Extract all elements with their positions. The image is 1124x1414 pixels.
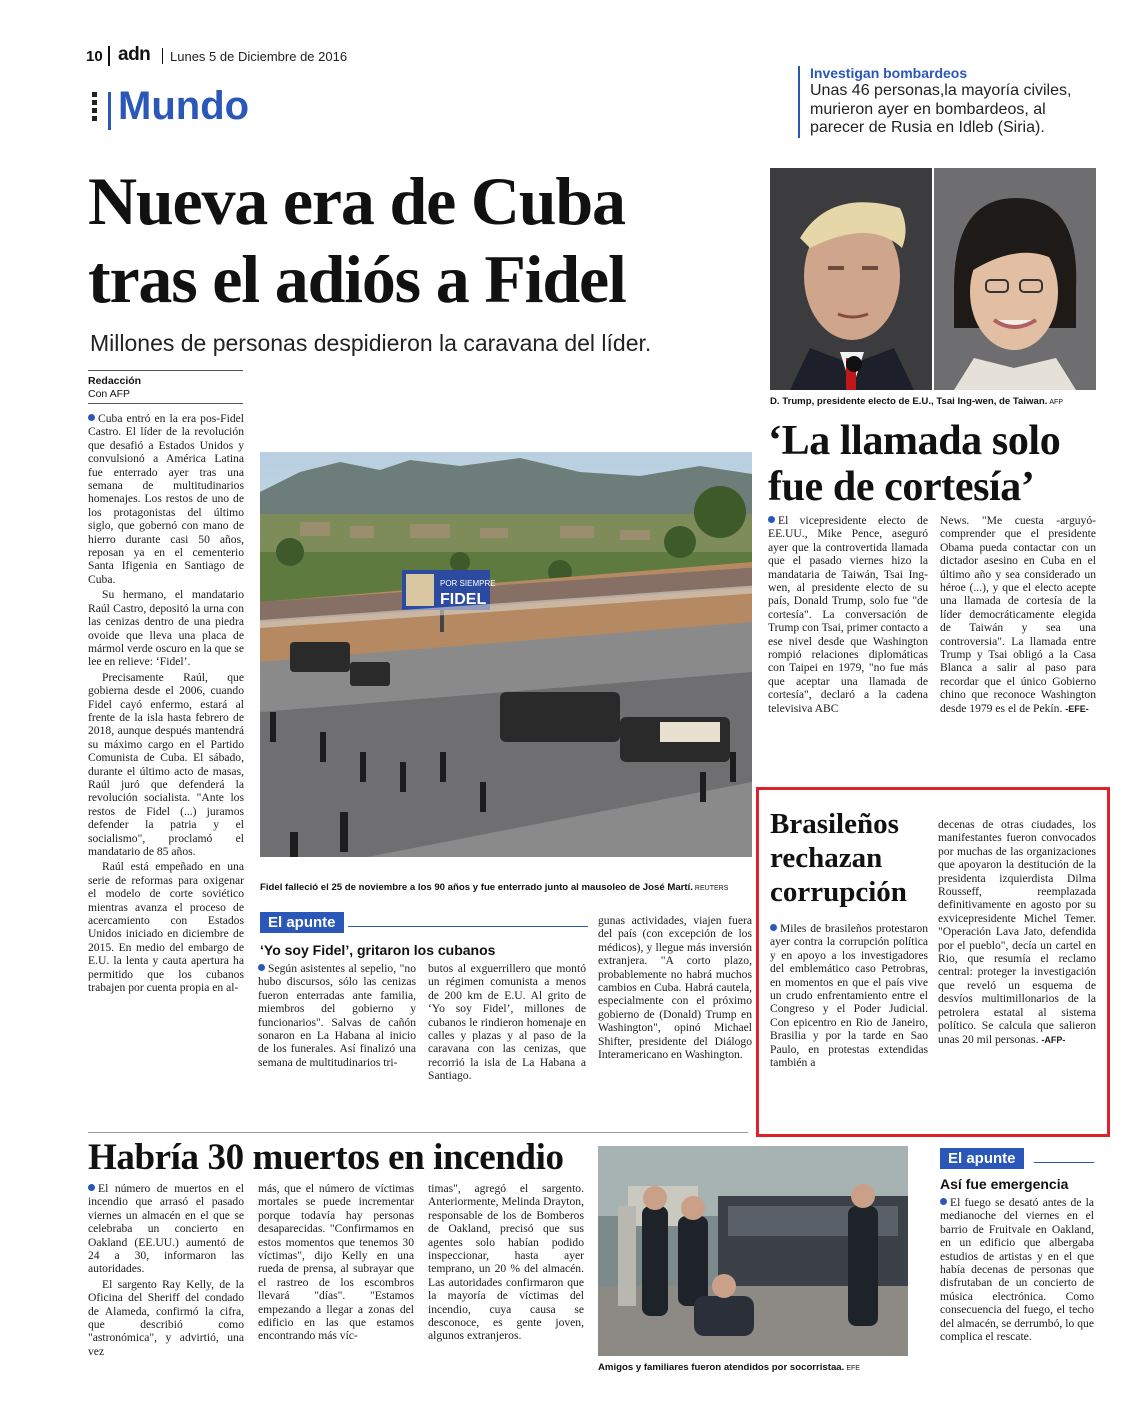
- apunte2-tag-wrap: [940, 1150, 1024, 1168]
- apunte2-title: Así fue emergencia: [940, 1176, 1069, 1192]
- apunte1-col2-text: butos al exguerrillero que montó un régimen comunista a menos de 200 km de E.U. Al grito de ‘Yo soy Fidel’, millones de cubanos le rindieron homenaje en calles y plazas y al paso de la caravana con las cenizas, que recorrió la isla de La Habana a Santiago.: [428, 962, 586, 1083]
- trump-headline-line1: ‘La llamada solo: [768, 418, 1061, 464]
- billboard-small-text: POR SIEMPRE: [440, 579, 496, 588]
- brazil-col1-text: Miles de brasileños protestaron ayer contra la corrupción política y en apoyo a los investigadores del emblemático caso Petrobras, en momentos en que el país vive un crudo enfrentamiento entre el Congreso y el Poder Judicial. Con epicentro en Rio de Janeiro, Brasilia y por la tarde en Sao Paulo, en protestas extendidas también a: [770, 922, 928, 1070]
- adn-logo: adn: [118, 44, 151, 65]
- main-subhead: Millones de personas despidieron la caravana del líder.: [90, 330, 652, 356]
- main-headline-line1: Nueva era de Cuba: [88, 163, 625, 239]
- main-paragraph-1: Cuba entró en la era pos-Fidel Castro. El líder de la revolución que desafió a Estados Unidos y convulsionó a América Latina fue enterrado ayer tras una semana de multitudinarios homenajes. Los restos de uno de los protagonistas del último siglo, que gobernó con mano de hierro durante casi 50 años, reposan ya en el cementerio Santa Ifigenia en Santiago de Cuba.: [88, 412, 244, 586]
- fire-col2-text: más, que el número de víctimas mortales se puede incrementar porque todavía hay personas desaparecidas. "Confirmamos en estos momentos que tenemos 30 víctimas", dijo Kelly en una rueda de prensa, al subrayar que el rastreo de los escombros llevará "días". "Estamos empezando a llegar a zonas del edificio en las que estamos encontrando más víc-: [258, 1182, 414, 1343]
- main-photo-caption: [260, 882, 752, 893]
- brazil-sign: -AFP-: [1041, 1034, 1066, 1045]
- caravan-illustration: [260, 452, 752, 878]
- apunte1-tag: El apunte: [260, 912, 344, 933]
- bullet-icon: [88, 414, 95, 421]
- tsai-photo: [934, 168, 1096, 390]
- fire-col1-p2: El sargento Ray Kelly, de la Oficina del Sheriff del condado de Alameda, confirmó la cifra, que describió como "astronómica", y advirtió, una vez: [88, 1277, 244, 1358]
- apunte1-col1-text: Según asistentes al sepelio, "no hubo discursos, sólo las cenizas fueron enterradas ante familia, miembros del gobierno y funcionarios". Salvas de cañón sonaron en La Habana al inicio de los funerales. Así finalizó una semana de multitudinarios tri-: [258, 962, 416, 1069]
- apunte1-title: ‘Yo soy Fidel’, gritaron los cubanos: [260, 942, 496, 958]
- billboard-big-text: FIDEL: [440, 591, 487, 608]
- byline-rule-bottom: [88, 403, 243, 404]
- trump-col2-text: News. "Me cuesta -arguyó- comprender que el presidente Obama pueda contactar con un dictador asesino en Cuba en el último año y sea considerado un héroe (...), y que el electo acepte una llamada de cortesía de la líder democráticamente elegida de Taiwán y sea una controversia". La llamada entre Trump y Tsai obligó a la Casa Blanca a salir al paso para recordar que el único Gobierno chino que reconoce Washington desde 1979 es el de Pekín.: [940, 514, 1096, 715]
- brazil-headline-line2: rechazan: [770, 842, 883, 874]
- bullet-icon: [770, 924, 777, 931]
- main-photo-caption-text: Fidel falleció el 25 de noviembre a los 90 años y fue enterrado junto al mausoleo de José Martí.: [260, 882, 693, 893]
- trump-col1: [768, 514, 928, 715]
- fire-top-rule: [88, 1132, 748, 1133]
- brazil-headline-line3: corrupción: [770, 876, 907, 908]
- brazil-headline-line1: Brasileños: [770, 808, 899, 840]
- fire-col1-p1: El número de muertos en el incendio que arrasó el pasado viernes un almacén en el que se celebraba un concierto en Oakland (EE.UU.) aumentó de 24 a 30, informaron las autoridades.: [88, 1182, 244, 1276]
- section-dots: [92, 92, 98, 128]
- byline-name: Redacción: [88, 375, 142, 387]
- section-title: Mundo: [118, 84, 250, 128]
- fire-photo-caption-text: Amigos y familiares fueron atendidos por socorristaa.: [598, 1362, 845, 1373]
- trump-sign: -EFE-: [1065, 703, 1089, 714]
- apunte1-col2: [428, 962, 586, 1083]
- apunte1-rule: [348, 926, 588, 927]
- brazil-col1: [770, 922, 928, 1069]
- brazil-col2: [938, 818, 1096, 1047]
- tsai-portrait-illustration: [934, 168, 1096, 390]
- main-photo-credit: REUTERS: [694, 885, 729, 892]
- page-number: 10: [86, 48, 103, 65]
- brief-title: Investigan bombardeos: [810, 65, 968, 81]
- issue-date: Lunes 5 de Diciembre de 2016: [170, 49, 348, 64]
- page-number-divider: [108, 46, 110, 66]
- byline-rule: [88, 370, 243, 371]
- trump-col2: [940, 514, 1096, 716]
- trump-portrait-illustration: [770, 168, 932, 390]
- trump-col1-text: El vicepresidente electo de EE.UU., Mike Pence, aseguró ayer que la controvertida llamada que el pasado viernes hizo la mandataria de Taiwán, Tsai Ing-wen, al presidente electo de su país, Donald Trump, solo fue "de cortesía". La conversación de Trump con Tsai, primer contacto a ese nivel desde que Washington rompió relaciones diplomáticas con Taipei en 1979, "no fue más que aceptar una llamada de cortesía", declaró a la cadena televisiva ABC: [768, 514, 928, 715]
- fire-headline: Habría 30 muertos en incendio: [88, 1137, 564, 1178]
- apunte1-tag-wrap: [260, 914, 344, 932]
- main-headline-line2: tras el adiós a Fidel: [88, 241, 626, 317]
- section-bar: [108, 92, 111, 130]
- trump-photo-caption: [770, 396, 1100, 407]
- main-paragraph-3: Precisamente Raúl, que gobierna desde el 2006, cuando Fidel cayó enfermo, estará al frente de la isla hasta febrero de 2018, aunque después mantendrá su máximo cargo en el Partido Comunista de Cuba. El sábado, durante el último acto de masas, Raúl juró que defenderá la revolución socialista. "Ante los restos de Fidel (...) juramos defender la patria y el socialismo", proclamó el mandatario de 85 años.: [88, 670, 244, 858]
- fire-col3: [428, 1182, 584, 1343]
- fire-col2: [258, 1182, 414, 1343]
- fire-photo-caption: [598, 1362, 928, 1373]
- bullet-icon: [258, 964, 265, 971]
- trump-photo: [770, 168, 932, 390]
- trump-photo-credit: AFP: [1049, 399, 1064, 406]
- fire-col1: [88, 1182, 244, 1360]
- apunte2-rule: [1034, 1162, 1094, 1163]
- brief-text: Unas 46 personas,la mayoría civiles, murieron ayer en bombardeos, al parecer de Rusia en Idleb (Siria).: [810, 82, 1072, 136]
- apunte1-col1: [258, 962, 416, 1069]
- fire-rescue-photo: [598, 1146, 908, 1356]
- main-paragraph-2: Su hermano, el mandatario Raúl Castro, depositó la urna con las cenizas dentro de una piedra ovoide que lleva una placa de mármol verde oscuro en la que se lee en relieve: ‘Fidel’.: [88, 588, 244, 669]
- byline-source: Con AFP: [88, 388, 131, 400]
- bullet-icon: [940, 1198, 947, 1205]
- fire-photo-credit: EFE: [846, 1365, 860, 1372]
- trump-headline-line2: fue de cortesía’: [768, 464, 1035, 510]
- main-story-text: [88, 412, 244, 1114]
- bullet-icon: [768, 516, 775, 523]
- main-paragraph-4: Raúl está empeñado en una serie de reformas para oxigenar el modelo de corte soviético mientras avanza el proceso de acercamiento con Estados Unidos iniciado en diciembre de 2015. En medio del embargo de E.U. la lenta y cauta apertura ha permitido que los cubanos trabajen por cuenta propia en al-: [88, 860, 244, 995]
- rescue-illustration: [598, 1146, 908, 1356]
- apunte2-tag: El apunte: [940, 1148, 1024, 1169]
- bullet-icon: [88, 1184, 95, 1191]
- main-story-continued-text: gunas actividades, viajen fuera del país (con excepción de los médicos), y llegue más inversión extranjera. "A corto plazo, probablemente no habrá muchos cambios en Cuba. Habrá cautela, especialmente con el próximo gobierno de (Donald) Trump en Washington", opinó Michael Shifter, presidente del Diálogo Interamericano en Washington.: [598, 914, 752, 1062]
- apunte2-text-content: El fuego se desató antes de la medianoche del viernes en el barrio de Fruitvale en Oakland, en un edificio que albergaba estudios de artistas y en el que había decenas de personas que disfrutaban de un concierto de música electrónica. Como consecuencia del fuego, el techo del almacén, se derrumbó, lo que complica el rescate.: [940, 1196, 1094, 1344]
- main-story-continued: [598, 914, 752, 1061]
- apunte2-text: [940, 1196, 1094, 1343]
- brazil-col2-text: decenas de otras ciudades, los manifestantes fueron convocados por muchas de las organizaciones que apoyaron la destitución de la presidenta izquierdista Dilma Rousseff, reemplazada definitivamente en agosto por su exvicepresidente Michel Temer. "Operación Lava Jato, defendida por el pueblo", decía un cartel en Rio, que resumía el reclamo central: proteger la investigación que reveló un esquema de desvíos multimillonarios de la petrolera estatal al sistema político. Se calcula que salieron unas 20 mil personas.: [938, 818, 1096, 1046]
- brief-bar: [798, 66, 800, 138]
- fidel-caravan-photo: [260, 452, 752, 878]
- fire-col3-text: timas", agregó el sargento. Anteriormente, Melinda Drayton, responsable de los de Bomberos de Oakland, precisó que sus agentes solo habían podido inspeccionar, hasta ayer temprano, un 20 % del almacén. Las autoridades confirmaron que la mayoría de víctimas del incendio, cuya causa se desconoce, es gente joven, algunos extranjeros.: [428, 1182, 584, 1343]
- date-divider: [162, 48, 163, 64]
- trump-photo-caption-text: D. Trump, presidente electo de E.U., Tsai Ing-wen, de Taiwan.: [770, 396, 1048, 407]
